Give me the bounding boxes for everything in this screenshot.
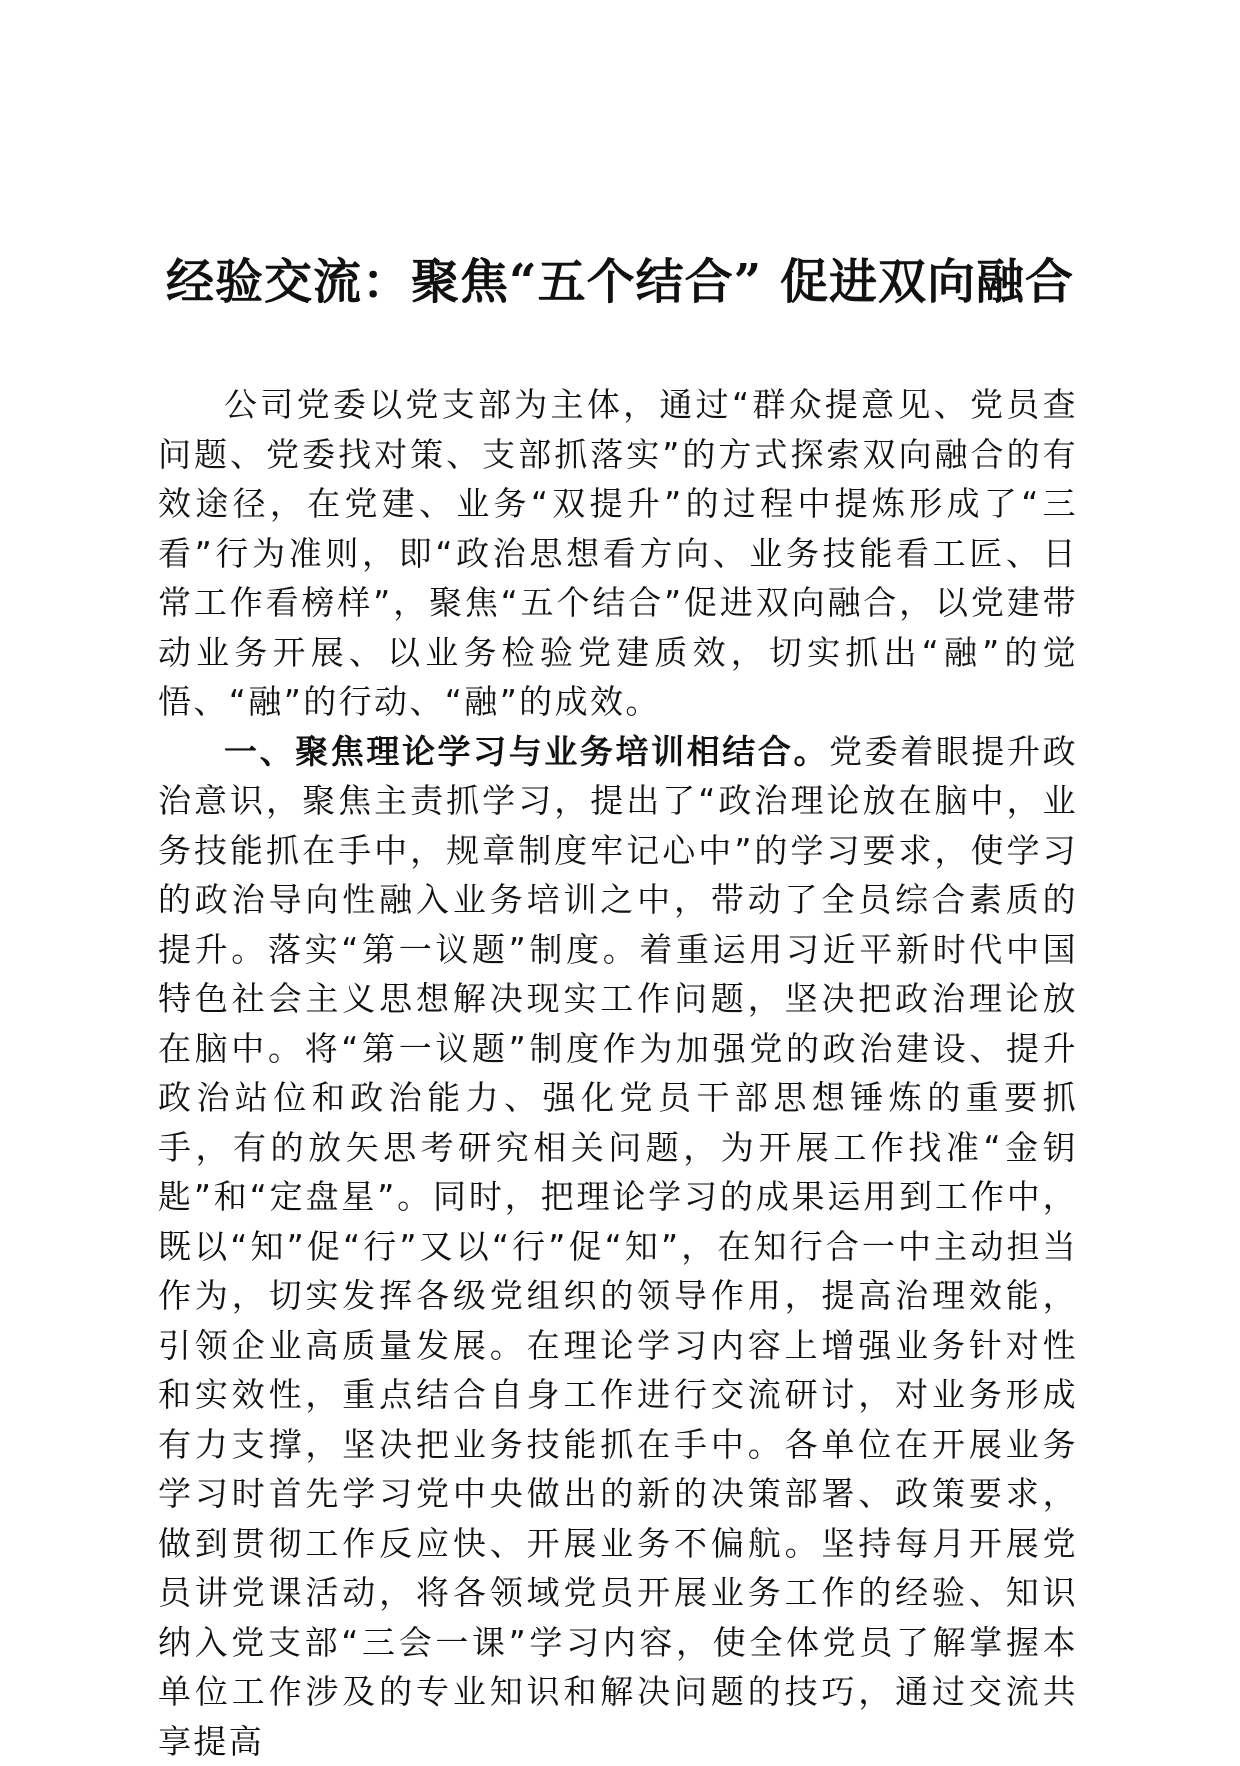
document-title: 经验交流：聚焦“五个结合” 促进双向融合 <box>0 250 1240 314</box>
section-one-paragraph <box>158 727 1078 1766</box>
section-one-heading: 一、聚焦理论学习与业务培训相结合。 <box>224 732 829 771</box>
section-one-text: 党委着眼提升政治意识，聚焦主责抓学习，提出了“政治理论放在脑中，业务技能抓在手中，规章制度牢记心中”的学习要求，使学习的政治导向性融入业务培训之中，带动了全员综合素质的提升。落实“第一议题”制度。着重运用习近平新时代中国特色社会主义思想解决现实工作问题，坚决把政治理论放在脑中。将“第一议题”制度作为加强党的政治建设、提升政治站位和政治能力、强化党员干部思想锤炼的重要抓手，有的放矢思考研究相关问题，为开展工作找准“金钥匙”和“定盘星”。同时，把理论学习的成果运用到工作中，既以“知”促“行”又以“行”促“知”，在知行合一中主动担当作为，切实发挥各级党组织的领导作用，提高治理效能，引领企业高质量发展。在理论学习内容上增强业务针对性和实效性，重点结合自身工作进行交流研讨，对业务形成有力支撑，坚决把业务技能抓在手中。各单位在开展业务学习时首先学习党中央做出的新的决策部署、政策要求，做到贯彻工作反应快、开展业务不偏航。坚持每月开展党员讲党课活动，将各领域党员开展业务工作的经验、知识纳入党支部“三会一课”学习内容，使全体党员了解掌握本单位工作涉及的专业知识和解决问题的技巧，通过交流共享提高 <box>158 732 1078 1761</box>
intro-paragraph <box>158 380 1078 727</box>
intro-paragraph-text: 公司党委以党支部为主体，通过“群众提意见、党员查问题、党委找对策、支部抓落实”的方式探索双向融合的有效途径，在党建、业务“双提升”的过程中提炼形成了“三看”行为准则，即“政治思想看方向、业务技能看工匠、日常工作看榜样”，聚焦“五个结合”促进双向融合，以党建带动业务开展、以业务检验党建质效，切实抓出“融”的觉悟、“融”的行动、“融”的成效。 <box>158 385 1078 721</box>
document-body <box>158 380 1078 1766</box>
